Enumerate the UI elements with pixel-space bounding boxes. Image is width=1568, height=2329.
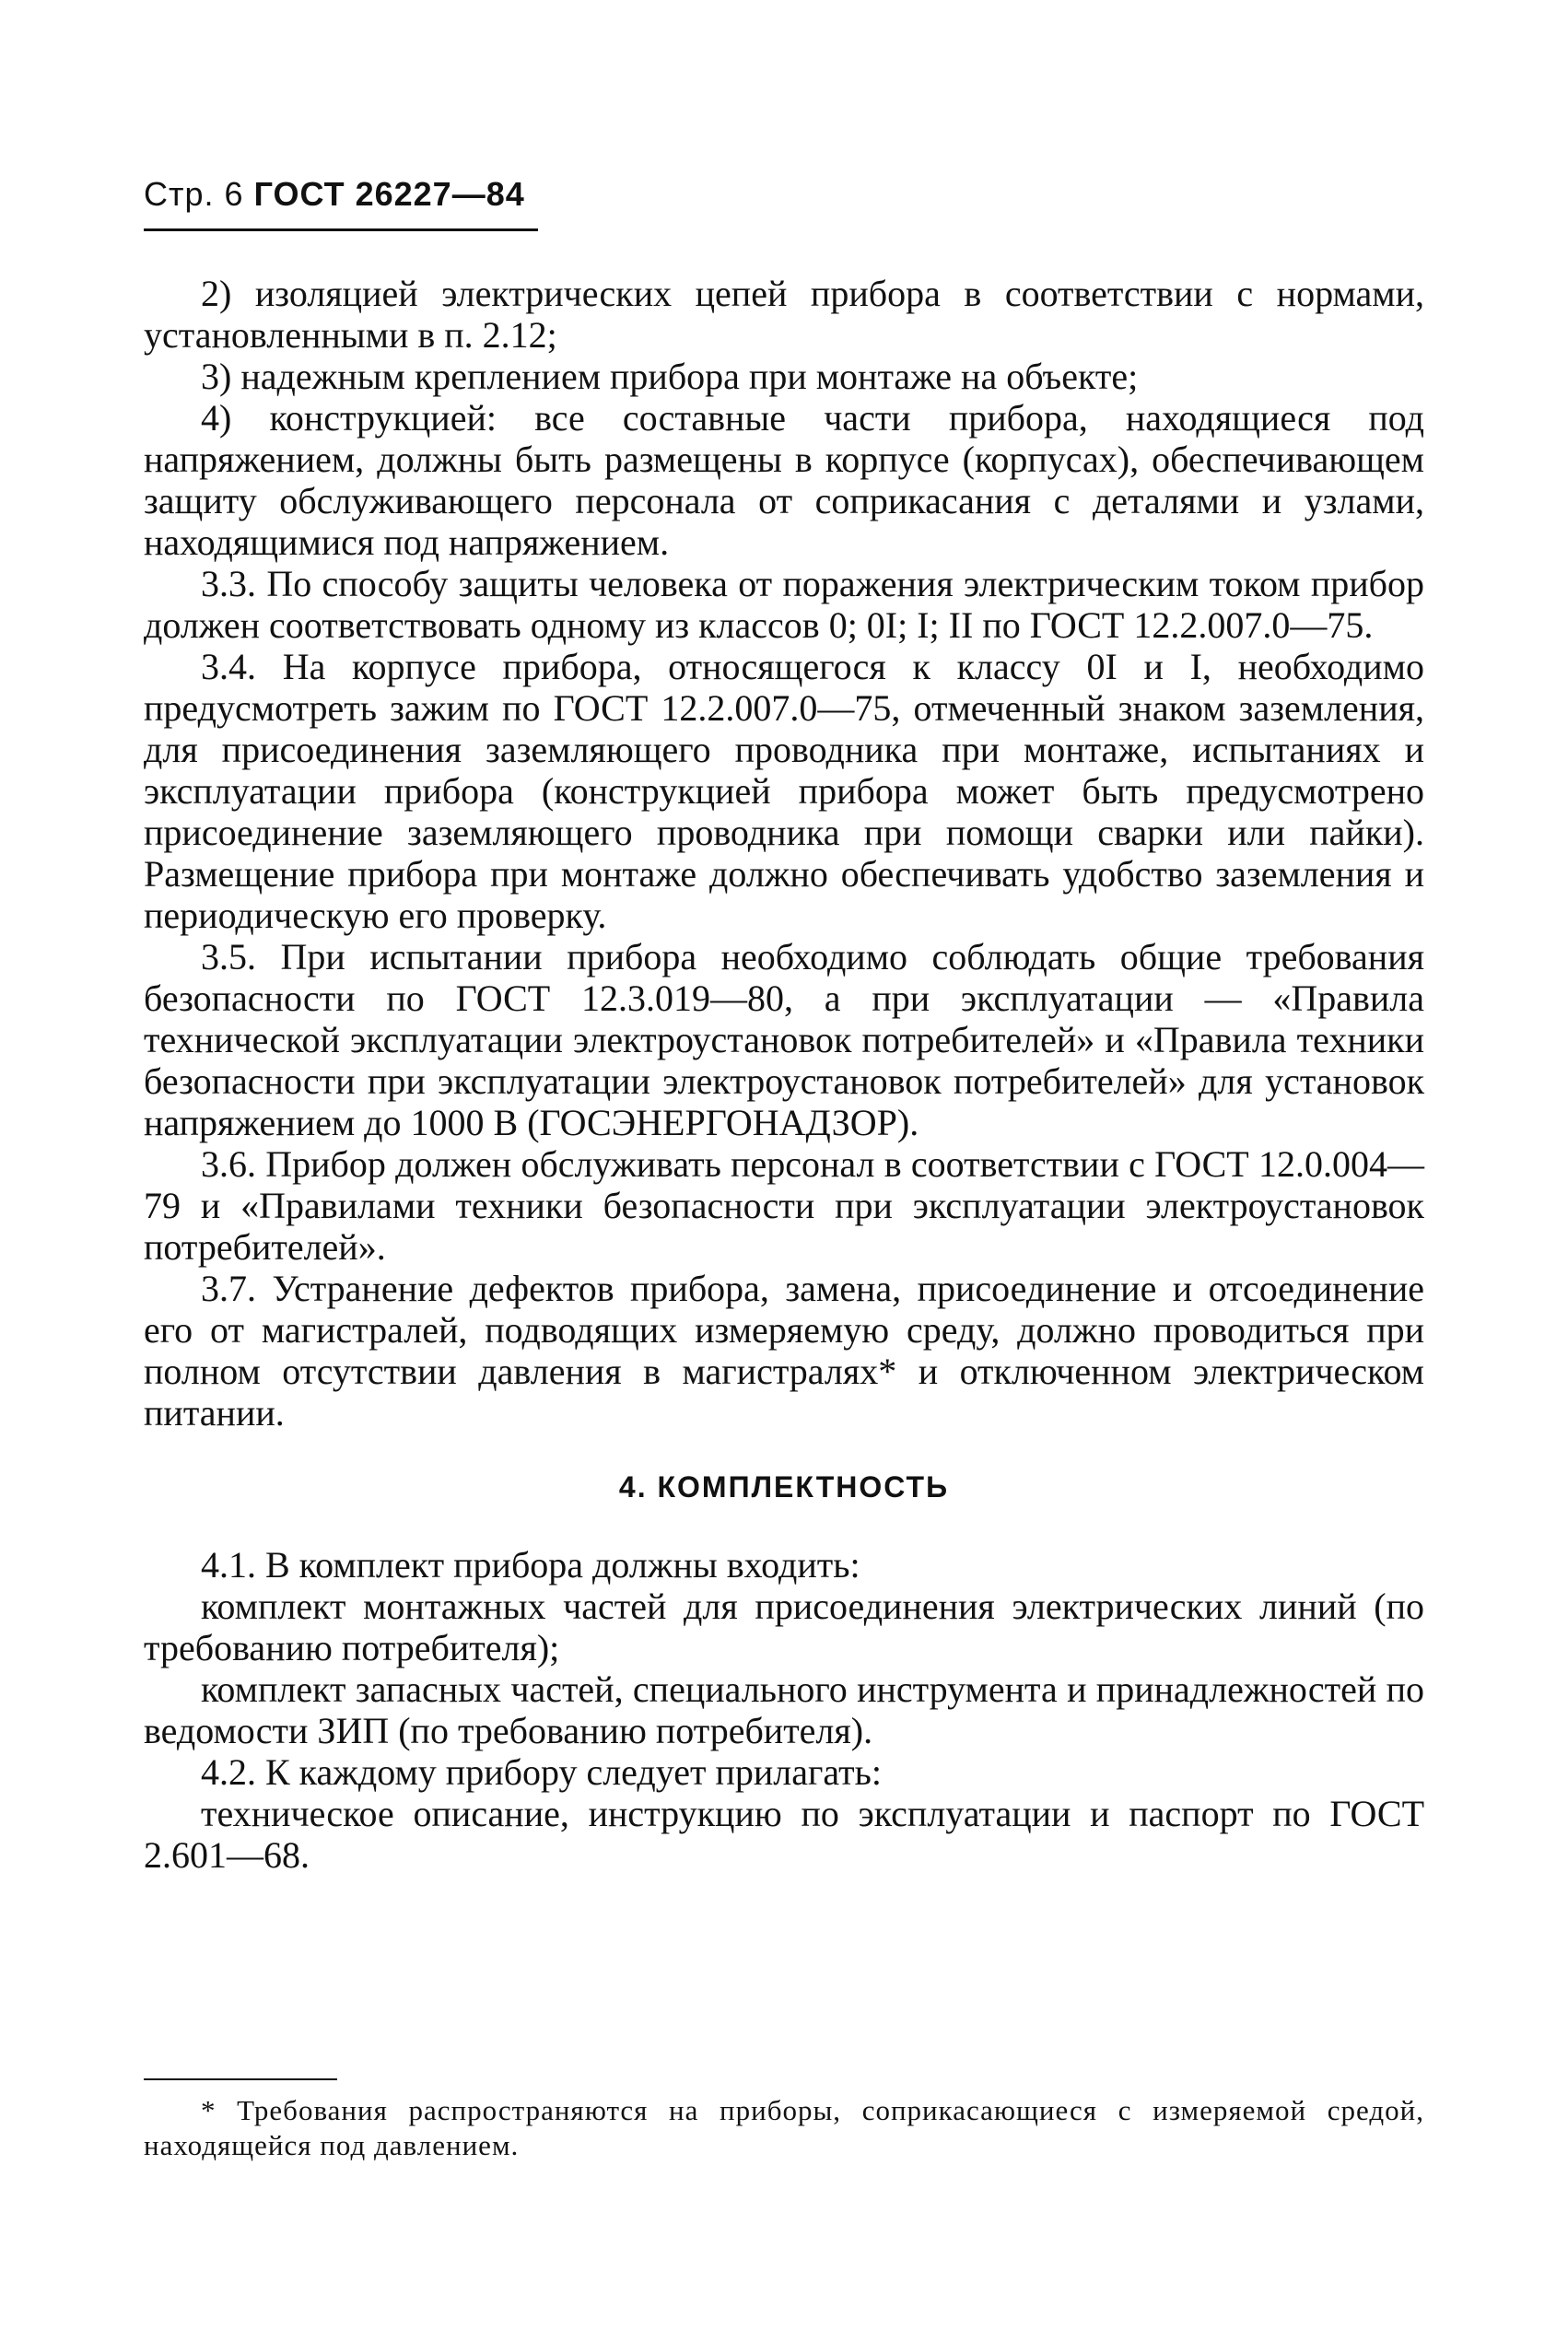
paragraph-4-2: 4.2. К каждому прибору следует прилагать:	[201, 1751, 882, 1793]
paragraph-documentation: техническое описание, инструкцию по эксплуатации и паспорт по ГОСТ 2.601—68.	[144, 1793, 1424, 1876]
paragraph-3-7: 3.7. Устранение дефектов прибора, замена, присоединение и отсоединение его от магистралей, подводящих измеряемую среду, должно проводиться при полном отсутствии давления в магистралях* и отключенном электрическом питании.	[144, 1268, 1424, 1434]
paragraph-kit-spares: комплект запасных частей, специального инструмента и принадлежностей по ведомости ЗИП (по требованию потребителя).	[144, 1668, 1424, 1751]
page-number: Стр. 6	[144, 175, 244, 213]
paragraph-item-4: 4) конструкцией: все составные части прибора, находящиеся под напряжением, должны быть размещены в корпусе (корпусах), обеспечивающем защиту обслуживающего персонала от соприкасания с деталями и узлами, находящимися под напряжением.	[144, 397, 1424, 563]
paragraph-item-2: 2) изоляцией электрических цепей прибора в соответствии с нормами, установленными в п. 2.12;	[144, 273, 1424, 356]
paragraph-3-6: 3.6. Прибор должен обслуживать персонал в соответствии с ГОСТ 12.0.004—79 и «Правилами техники безопасности при эксплуатации электроустановок потребителей».	[144, 1143, 1424, 1268]
paragraph-3-4: 3.4. На корпусе прибора, относящегося к классу 0I и I, необходимо предусмотреть зажим по ГОСТ 12.2.007.0—75, отмеченный знаком заземления, для присоединения заземляющего проводника при монтаже, испытаниях и эксплуатации прибора (конструкцией прибора может быть предусмотрено присоединение заземляющего проводника при помощи сварки или пайки). Размещение прибора при монтаже должно обеспечивать удобство заземления и периодическую его проверку.	[144, 646, 1424, 936]
paragraph-kit-mounting: комплект монтажных частей для присоединения электрических линий (по требованию потребителя);	[144, 1586, 1424, 1668]
footnote-rule	[144, 2078, 337, 2080]
document-body	[144, 273, 1424, 1876]
header-rule	[144, 228, 538, 231]
paragraph-4-1: 4.1. В комплект прибора должны входить:	[201, 1544, 860, 1586]
section-title: 4. КОМПЛЕКТНОСТЬ	[618, 1470, 950, 1504]
footnote: * Требования распространяются на приборы, соприкасающиеся с измеряемой средой, находящейся под давлением.	[144, 2094, 1424, 2161]
paragraph-3-3: 3.3. По способу защиты человека от поражения электрическим током прибор должен соответствовать одному из классов 0; 0I; I; II по ГОСТ 12.2.007.0—75.	[144, 563, 1424, 646]
paragraph-3-5: 3.5. При испытании прибора необходимо соблюдать общие требования безопасности по ГОСТ 12.3.019—80, а при эксплуатации — «Правила технической эксплуатации электроустановок потребителей» и «Правила техники безопасности при эксплуатации электроустановок потребителей» для установок напряжением до 1000 В (ГОСЭНЕРГОНАДЗОР).	[144, 936, 1424, 1143]
paragraph-item-3: 3) надежным креплением прибора при монтаже на объекте;	[201, 356, 1139, 397]
standard-code: ГОСТ 26227—84	[253, 175, 525, 213]
page-header	[144, 175, 525, 214]
